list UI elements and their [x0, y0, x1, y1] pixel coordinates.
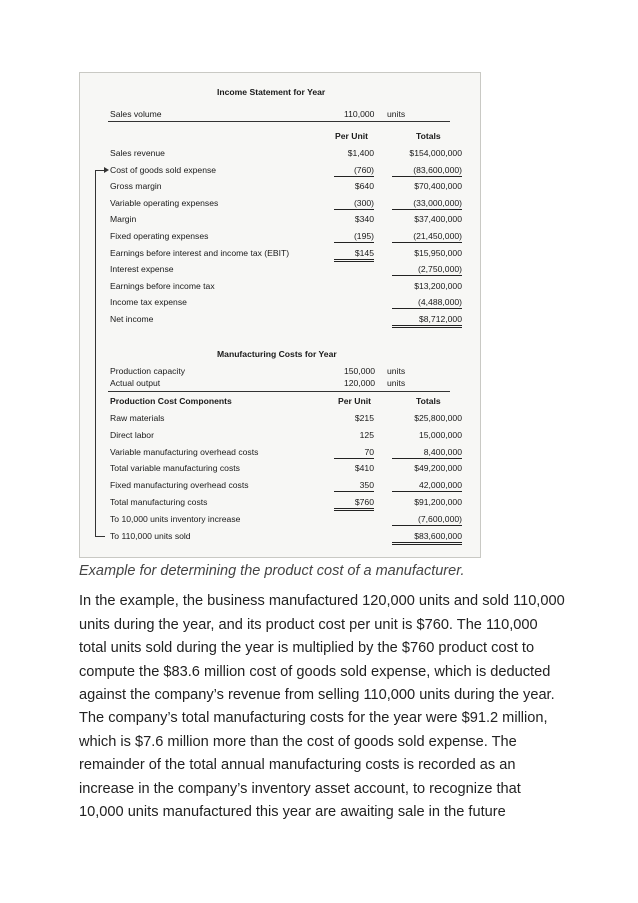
income-col-totals: Totals [416, 131, 441, 141]
sales-volume-value: 110,000 [344, 109, 375, 119]
income-row-label: Interest expense [110, 264, 174, 275]
income-row-total: (4,488,000) [392, 297, 462, 309]
capacity-label: Production capacity [110, 366, 185, 376]
income-row-total: $13,200,000 [414, 280, 462, 291]
income-row-total: $37,400,000 [414, 214, 462, 225]
paragraph-2 [79, 707, 579, 825]
mfg-row-label: Raw materials [110, 413, 165, 423]
mfg-row-total: 8,400,000 [392, 447, 462, 459]
capacity-unit: units [387, 366, 406, 376]
income-row-label: Earnings before income tax [110, 280, 215, 291]
divider [108, 391, 450, 392]
mfg-row-per-unit: 350 [334, 480, 374, 492]
financial-figure [79, 72, 481, 558]
paragraph-line: against the company’s revenue from selling 110,000 units during the year. [79, 687, 555, 703]
mfg-row-label: Total variable manufacturing costs [110, 463, 240, 474]
income-row-label: Variable operating expenses [110, 197, 219, 208]
mfg-title: Manufacturing Costs for Year [217, 349, 337, 359]
mfg-col-per-unit: Per Unit [338, 396, 371, 406]
income-row-per-unit: (195) [334, 231, 374, 243]
cost-components-label: Production Cost Components [110, 396, 232, 406]
mfg-row-per-unit: 125 [359, 429, 374, 440]
mfg-row-total: $49,200,000 [414, 463, 462, 474]
mfg-row-total: 15,000,000 [418, 429, 462, 440]
mfg-row-total: $83,600,000 [392, 531, 462, 545]
mfg-row-label: To 10,000 units inventory increase [110, 513, 241, 524]
income-row-total: (33,000,000) [392, 198, 462, 210]
mfg-row-label: To 110,000 units sold [110, 530, 191, 541]
sales-volume-unit: units [387, 109, 406, 119]
mfg-row-total: $25,800,000 [414, 413, 462, 423]
mfg-row-label: Variable manufacturing overhead costs [110, 446, 259, 457]
paragraph-line: total units sold during the year is multiplied by the $760 product cost to [79, 640, 535, 656]
income-row-label: Margin [110, 214, 137, 225]
mfg-row-total: (7,600,000) [392, 514, 462, 526]
mfg-row-total: $91,200,000 [414, 497, 462, 507]
income-row-per-unit: (300) [334, 198, 374, 210]
income-row-label: Sales revenue [110, 148, 165, 158]
link-bracket [95, 170, 96, 536]
income-row-total: $154,000,000 [409, 148, 462, 158]
paragraph-1 [79, 590, 579, 708]
income-row-per-unit: $340 [354, 214, 374, 225]
mfg-row-label: Fixed manufacturing overhead costs [110, 480, 249, 491]
paragraph-line: units during the year, and its product cost per unit is $760. The 110,000 [79, 616, 538, 633]
income-row-label: Earnings before interest and income tax (EBIT) [110, 247, 290, 258]
income-row-per-unit: $1,400 [347, 148, 374, 158]
mfg-row-per-unit: 70 [334, 447, 374, 459]
income-row-total: $8,712,000 [392, 314, 462, 328]
mfg-row-per-unit: $760 [334, 497, 374, 511]
arrow-icon [104, 167, 109, 173]
mfg-row-per-unit: $410 [354, 463, 374, 474]
mfg-row-label: Direct labor [110, 429, 154, 440]
paragraph-line: remainder of the total annual manufacturing costs is recorded as an [79, 757, 516, 773]
income-row-total: (21,450,000) [392, 231, 462, 243]
income-row-total: (2,750,000) [392, 264, 462, 276]
income-row-total: $15,950,000 [414, 247, 462, 258]
mfg-row-per-unit: $215 [354, 413, 374, 423]
mfg-row-label: Total manufacturing costs [110, 497, 208, 507]
paragraph-line: 10,000 units manufactured this year are awaiting sale in the future [79, 804, 506, 820]
income-row-per-unit: (760) [334, 165, 374, 177]
income-row-label: Fixed operating expenses [110, 231, 209, 241]
paragraph-line: which is $7.6 million more than the cost of goods sold expense. The [79, 733, 517, 750]
income-statement-title: Income Statement for Year [217, 87, 326, 97]
paragraph-line: The company’s total manufacturing costs for the year were $91.2 million, [79, 710, 548, 726]
income-row-label: Cost of goods sold expense [110, 164, 217, 175]
sales-volume-label: Sales volume [110, 109, 162, 119]
mfg-col-totals: Totals [416, 396, 441, 406]
output-value: 120,000 [344, 378, 376, 388]
income-row-per-unit: $145 [334, 248, 374, 262]
income-row-label: Gross margin [110, 181, 162, 192]
capacity-value: 150,000 [344, 366, 376, 376]
paragraph-line: compute the $83.6 million cost of goods sold expense, which is deducted [79, 663, 551, 680]
income-row-label: Income tax expense [110, 297, 187, 308]
figure-caption: Example for determining the product cost of a manufacturer. [79, 563, 465, 579]
income-row-total: (83,600,000) [392, 165, 462, 177]
link-bracket-bottom [95, 536, 105, 537]
income-row-per-unit: $640 [354, 181, 374, 192]
income-row-label: Net income [110, 314, 154, 324]
output-unit: units [387, 378, 406, 388]
paragraph-line: In the example, the business manufactured 120,000 units and sold 110,000 [79, 593, 565, 609]
paragraph-line: increase in the company’s inventory asset account, to recognize that [79, 780, 521, 797]
divider [108, 121, 450, 122]
mfg-row-total: 42,000,000 [392, 480, 462, 492]
output-label: Actual output [110, 378, 161, 388]
link-bracket-top [95, 170, 104, 171]
income-col-per-unit: Per Unit [335, 131, 368, 141]
income-row-total: $70,400,000 [414, 181, 462, 192]
